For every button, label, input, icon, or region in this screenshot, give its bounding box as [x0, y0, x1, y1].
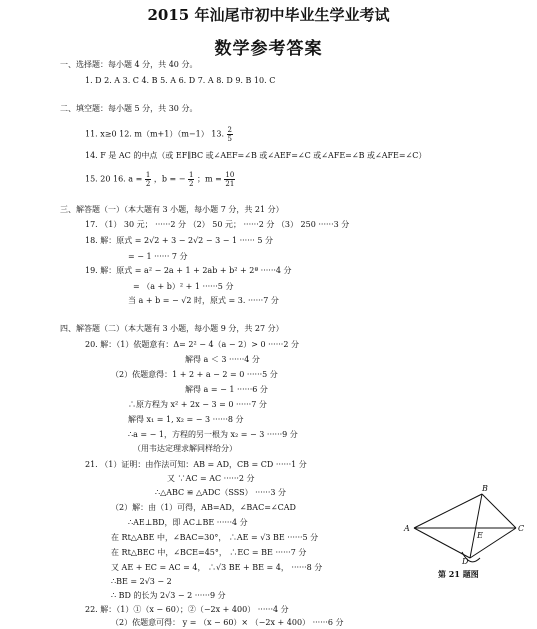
- answer-21-step-3: ∴△ABC ≌ △ADC（SSS） ······3 分: [155, 488, 287, 497]
- answer-21-step-8: 又 AE + EC = AC = 4， ∴√3 BE + BE = 4， ······8 分: [111, 563, 323, 572]
- answer-18-step-2: = − 1 ······ 7 分: [128, 252, 188, 261]
- q16-m-fraction: [224, 171, 235, 188]
- answer-20-step-6: 解得 x₁ = 1, x₂ = − 3 ······8 分: [128, 415, 244, 424]
- answers-11-13-text: 11. x≥0 12. m（m+1）（m−1） 13.: [85, 129, 224, 139]
- answer-19-step-3: 当 a + b = − √2 时，原式 = 3. ······7 分: [128, 296, 279, 305]
- answer-20-step-7: ∴a = − 1，方程的另一根为 x₂ = − 3 ······9 分: [128, 430, 298, 439]
- answer-20-step-1: 20. 解：（1）依题意有：Δ= 2² − 4（a − 2）> 0 ······2 分: [85, 340, 299, 349]
- fill-answers-15-16: [85, 171, 235, 188]
- fill-answer-14: 14. F 是 AC 的中点（或 EF∥BC 或∠AEF=∠B 或∠AEF=∠C 或∠AFE=∠B 或∠AFE=∠C）: [85, 151, 427, 160]
- answer-21-step-6: 在 Rt△ABE 中，∠BAC=30°， ∴AE = √3 BE ······5 分: [111, 533, 319, 542]
- figure-21-caption: 第 21 题图: [438, 569, 479, 579]
- answer-19-step-2: = （a + b）² + 1 ······5 分: [133, 282, 234, 291]
- answers-15-16-text: 15. 20 16. a =: [85, 174, 143, 184]
- edge-ab: [414, 494, 482, 528]
- label-d: D: [462, 557, 469, 566]
- figure-21-diagram: [400, 482, 530, 568]
- q16-m-numerator: 10: [225, 171, 235, 179]
- q16-a-numerator: 1: [145, 171, 151, 179]
- answer-21-step-9: ∴BE = 2√3 − 2: [111, 577, 172, 586]
- edge-ad: [414, 528, 470, 558]
- answer-17: 17. （1） 30 元； ······2 分 （2） 50 元； ······2 分 （3） 250 ······3 分: [85, 220, 350, 229]
- answer-22-step-1: 22. 解：（1）①（x − 60）；②（−2x + 400） ······4 分: [85, 605, 289, 614]
- answer-22-step-2: （2）依题意可得： y = （x − 60）× （−2x + 400） ······6 分: [111, 618, 344, 627]
- section-2-header: 二、填空题：每小题 5 分，共 30 分。: [60, 104, 198, 113]
- answer-20-note: （用韦达定理求解同样给分）: [133, 444, 237, 453]
- q13-fraction: [227, 126, 233, 143]
- label-a: A: [404, 524, 410, 533]
- q13-denominator: 5: [227, 135, 233, 143]
- label-c: C: [518, 524, 525, 533]
- q16-b-numerator: 1: [189, 171, 194, 179]
- answer-21-step-5: ∴AE⊥BD，即 AC⊥BE ······4 分: [128, 518, 248, 527]
- section-4-header: 四、解答题（二）（本大题有 3 小题，每小题 9 分，共 27 分）: [60, 324, 284, 333]
- section-3-header: 三、解答题（一）（本大题有 3 小题，每小题 7 分，共 21 分）: [60, 205, 284, 214]
- label-e: E: [477, 531, 483, 540]
- q16-m-denominator: 21: [225, 180, 235, 188]
- answer-21-step-4: （2）解：由（1）可得，AB=AD，∠BAC=∠CAD: [111, 503, 296, 512]
- answer-19-step-1: 19. 解：原式 = a² − 2a + 1 + 2ab + b² + 2ª ······4 分: [85, 266, 292, 275]
- exam-title: 2015 年汕尾市初中毕业生学业考试: [147, 6, 390, 24]
- answer-20-step-3: （2）依题意得：1 + 2 + a − 2 = 0 ······5 分: [111, 370, 278, 379]
- q16-b-label: ，b = −: [153, 174, 186, 184]
- q16-b-denominator: 2: [189, 180, 194, 188]
- answer-21-step-10: ∴ BD 的长为 2√3 − 2 ······9 分: [111, 591, 226, 600]
- edge-bd: [470, 494, 482, 558]
- q16-m-label: ；m =: [197, 174, 222, 184]
- fill-answers-11-13: [85, 126, 233, 143]
- answer-21-step-2: 又 ∵AC = AC ······2 分: [167, 474, 255, 483]
- section-1-header: 一、选择题：每小题 4 分，共 40 分。: [60, 60, 198, 69]
- answer-21-step-1: 21. （1）证明：由作法可知：AB = AD，CB = CD ······1 分: [85, 460, 307, 469]
- q16-a-denominator: 2: [145, 180, 151, 188]
- answer-title: 数学参考答案: [214, 39, 323, 59]
- q13-numerator: 2: [227, 126, 233, 134]
- answer-20-step-2: 解得 a ＜ 3 ······4 分: [185, 355, 260, 364]
- q16-a-fraction: [145, 171, 151, 188]
- choice-answers: 1. D 2. A 3. C 4. B 5. A 6. D 7. A 8. D 9. B 10. C: [85, 76, 276, 85]
- answer-20-step-5: ∴原方程为 x² + 2x − 3 = 0 ······7 分: [128, 400, 267, 409]
- answer-18-step-1: 18. 解：原式 = 2√2 + 3 − 2√2 − 3 − 1 ······ 5 分: [85, 236, 274, 245]
- edge-bc: [482, 494, 516, 528]
- answer-20-step-4: 解得 a = − 1 ······6 分: [185, 385, 268, 394]
- answer-21-step-7: 在 Rt△BEC 中，∠BCE=45°， ∴EC = BE ······7 分: [111, 548, 307, 557]
- q16-b-fraction: [188, 171, 194, 188]
- label-b: B: [482, 484, 488, 493]
